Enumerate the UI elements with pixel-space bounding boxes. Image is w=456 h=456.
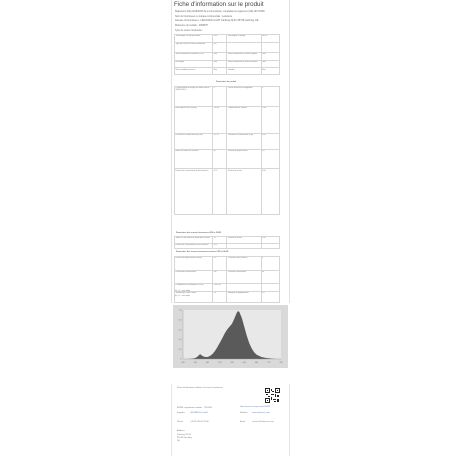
supplier-value[interactable]: LEDVANCE GmbH [190, 412, 208, 414]
table-cell: Enveloppe [175, 60, 213, 68]
x-tick-label: 430 [193, 362, 197, 364]
y-tick-label: 1,0 [178, 309, 182, 312]
table-cell: Variable [227, 68, 261, 75]
table-cell: Consommation d'énergie en mode marche (kWh/1000 h) [175, 87, 213, 107]
table-cell: Non [261, 53, 279, 61]
website-value[interactable]: www.ledvance.com [252, 412, 270, 414]
header-line: Règlement (UE) 2019/2015 de la Commission, complétant le règlement (UE) 2017/1369 [175, 11, 265, 13]
table-cell: 0,70 [213, 243, 227, 249]
table-cell: NDLS [261, 35, 279, 43]
x-tick-label: 530 [218, 362, 222, 364]
table-cell: 15 [213, 237, 227, 244]
table-cell: Non [261, 60, 279, 68]
table-row [175, 257, 280, 271]
table-row [175, 237, 280, 244]
page-title: Fiche d'information sur le produit [174, 1, 264, 8]
header-line: Référence du modèle : 4058075 [175, 25, 208, 27]
table-cell: Non dirigée ou dirigée [227, 35, 261, 43]
table-cell: 40 [261, 270, 279, 284]
section-heading: Paramètres du produit [216, 81, 237, 83]
table-cell: 80 [213, 149, 227, 169]
table-cell: Technologie d'éclairage utilisée [175, 35, 213, 43]
table-cell: 0,5 [261, 149, 279, 169]
table-cell: Puissance en mode marche (Pon) [175, 134, 213, 150]
table-cell: 0,00 [261, 134, 279, 150]
x-tick-label: 730 [267, 362, 271, 364]
address-label: Address [177, 430, 185, 432]
spectral-chart [173, 305, 288, 368]
table-cell: Déclaration d'équivalence [175, 270, 213, 284]
x-tick-label: 480 [205, 362, 210, 364]
email-value[interactable]: contact@ledvance.com [252, 421, 274, 423]
table-cell [227, 243, 261, 249]
section-heading: Paramètres des sources lumineuses LED et OLED [176, 232, 222, 234]
spec-table-2 [174, 86, 280, 215]
y-tick-label: 0,8 [178, 319, 182, 322]
y-tick-label: 0 [180, 358, 182, 361]
header-line: Type de source lumineuse : [175, 30, 204, 32]
table-cell: 5 [213, 87, 227, 107]
y-tick-label: 0,6 [178, 329, 182, 332]
spec-table-3 [174, 236, 280, 249]
table-cell: Facteur de conservation du flux lumineux [175, 243, 213, 249]
table-cell [261, 243, 279, 249]
address-line: DE [177, 440, 180, 442]
table-cell: F [261, 87, 279, 107]
table-row [175, 169, 280, 215]
table-cell [261, 284, 279, 292]
spec-table-1 [174, 34, 280, 75]
qr-code-icon [265, 388, 280, 403]
footnote: (b) «-» : sans objet [175, 295, 190, 297]
table-cell: 470 lm [213, 106, 227, 134]
header-line: Adresse du fournisseur : LEDVANCE GmbH, Parkring 29-33, 85748 Garching, DE [175, 20, 259, 22]
table-cell: 0,70 [213, 169, 227, 215]
table-cell: 6 [261, 257, 279, 271]
header-line: Nom du fournisseur ou marque commerciale : Ledvance [175, 16, 233, 18]
table-row [175, 291, 280, 303]
table-cell: Stroboscopic effect metric [175, 291, 213, 303]
table-cell: Non [213, 68, 227, 75]
reg-label: EPREL registration number [177, 407, 203, 409]
table-cell: Type de culot de la source lumineuse [175, 42, 213, 53]
table-cell: 0,90 [261, 237, 279, 244]
table-cell: Non [261, 68, 279, 75]
website-label: Website [240, 412, 248, 414]
table-row [175, 106, 280, 134]
y-tick-label: 0,4 [178, 339, 182, 342]
table-cell: 0,46 0,41 [213, 284, 227, 292]
x-tick-label: 780 [279, 362, 283, 364]
table-cell: Constance des couleurs [227, 257, 261, 271]
table-cell: E27 [213, 42, 227, 53]
table-row [175, 53, 280, 61]
table-row [175, 87, 280, 107]
table-cell: Source lumineuse connectée (CLS) [175, 53, 213, 61]
table-cell: LED [213, 35, 227, 43]
x-tick-label: 630 [242, 362, 246, 364]
table-cell [227, 42, 261, 53]
table-cell: Température de couleur [227, 106, 261, 134]
supplier-label: Supplier [177, 412, 185, 414]
qr-link[interactable]: https://eprel.ec.europa.eu/qr/1142896 [240, 406, 270, 408]
table-cell: Indice de rendu des couleurs [175, 149, 213, 169]
x-tick-label: 680 [254, 362, 259, 364]
table-cell: Facteur de survie [227, 237, 261, 244]
table-cell: 0,4 [213, 291, 227, 303]
table-row [175, 284, 280, 292]
table-cell [227, 284, 261, 292]
table-row [175, 243, 280, 249]
phone-value: +49 89 780 673 100 [190, 421, 209, 423]
table-cell: Oui [213, 270, 227, 284]
table-cell: Facteur de déplacement (cos φ1) [175, 257, 213, 271]
table-cell: 0,90 [261, 169, 279, 215]
table-cell: Source lumineuse à haute luminance [227, 60, 261, 68]
table-row [175, 134, 280, 150]
email-label: Email [240, 421, 246, 423]
table-cell: Facteur de déplacement [227, 149, 261, 169]
table-cell [261, 42, 279, 53]
section-heading: Paramètres des sources lumineuses secteur LED et OLED [176, 251, 229, 253]
table-cell: Puissance équivalente [227, 270, 261, 284]
table-cell: Non [213, 53, 227, 61]
table-row [175, 60, 280, 68]
table-cell: Écran antiéblouissement [175, 68, 213, 75]
table-cell: 1,0 [261, 291, 279, 303]
table-row [175, 42, 280, 53]
table-cell: 0,5 [213, 257, 227, 271]
table-cell: Facteur de conservation du flux lumineux [175, 169, 213, 215]
reg-value[interactable]: 1142896 [204, 407, 212, 409]
table-cell: Facteur de survie [227, 169, 261, 215]
address-line: Parkring 29-33 [177, 434, 191, 436]
address-line: 85748 Garching [177, 437, 192, 439]
table-row [175, 149, 280, 169]
x-tick-label: 380 [181, 362, 185, 364]
x-tick-label: 580 [230, 362, 234, 364]
phone-label: Phone [177, 421, 184, 423]
table-cell: Flux lumineux utile (Φutile) [175, 106, 213, 134]
footnote: (a) «-» : sans objet [175, 290, 190, 292]
table-cell: Puissance en mode veille (Psb) [227, 134, 261, 150]
table-row [175, 35, 280, 43]
table-cell: Coordonnées chromatiques (x et y) [175, 284, 213, 292]
label-heading: Fiche d'information relative à la source lumineuse [177, 387, 223, 389]
spectrum-plot [173, 305, 288, 368]
qr-code[interactable] [265, 388, 280, 403]
table-cell: Non [213, 60, 227, 68]
table-cell: 4,5 W [213, 134, 227, 150]
table-row [175, 68, 280, 75]
y-tick-label: 0,2 [178, 348, 182, 351]
table-cell: 2700 [261, 106, 279, 134]
table-cell: Métrique de papillotement [227, 291, 261, 303]
table-cell: Source lumineuse à couleur réglable [227, 53, 261, 61]
table-row [175, 270, 280, 284]
table-cell: Classe d'efficacité énergétique [227, 87, 261, 107]
table-cell: Valeur R9 de l'indice de rendu des couleurs [175, 237, 213, 244]
